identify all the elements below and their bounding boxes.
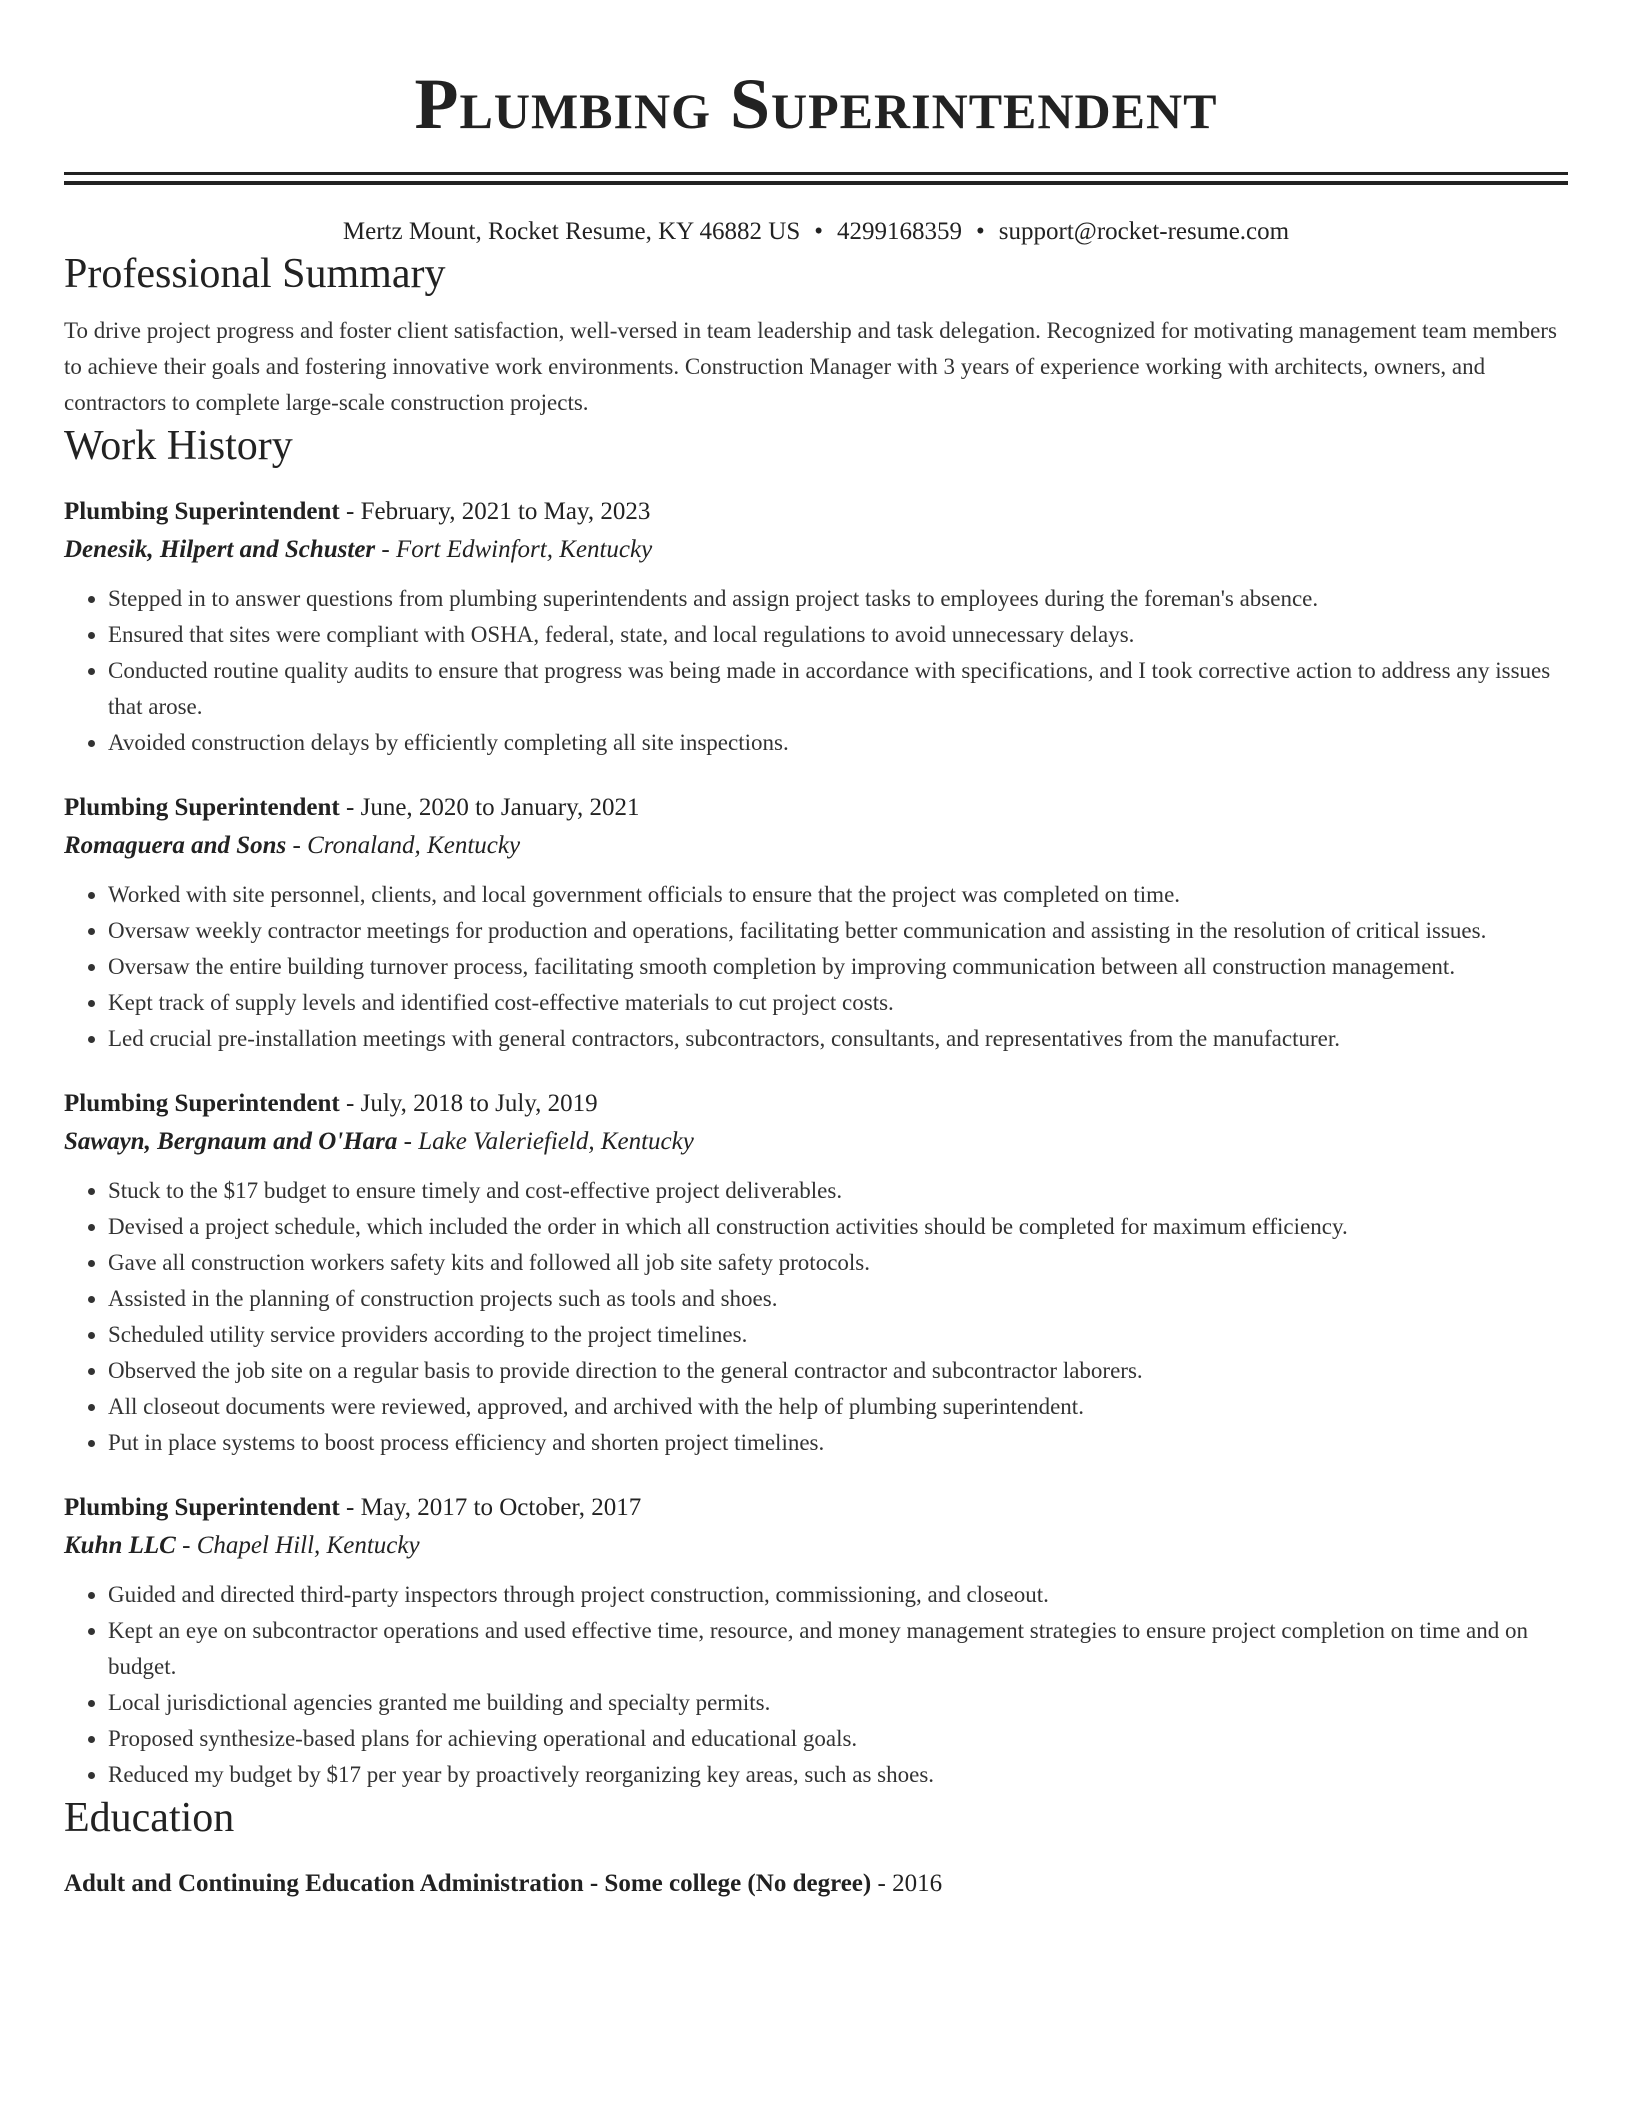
title-divider-bottom xyxy=(64,181,1568,185)
job-company-line: Romaguera and Sons - Cronaland, Kentucky xyxy=(64,832,521,859)
job-bullet: • Observed the job site on a regular basis to provide direction to the general contractor and subcontractor laborers. xyxy=(108,1353,1568,1389)
job-location: Chapel Hill, Kentucky xyxy=(196,1532,420,1559)
job-dates: May, 2017 to October, 2017 xyxy=(360,1494,642,1521)
job-bullets xyxy=(64,581,1568,761)
contact-line xyxy=(64,215,1568,249)
job-bullet: • Local jurisdictional agencies granted me building and specialty permits. xyxy=(108,1685,1568,1721)
job-bullet: • Kept track of supply levels and identified cost-effective materials to cut project costs. xyxy=(108,985,1568,1021)
job-company-line: Denesik, Hilpert and Schuster - Fort Edwinfort, Kentucky xyxy=(64,536,653,563)
resume-page xyxy=(64,0,1568,1903)
job-bullet: • Scheduled utility service providers according to the project timelines. xyxy=(108,1317,1568,1353)
job-bullet: • Worked with site personnel, clients, and local government officials to ensure that the project was completed on time. xyxy=(108,877,1568,913)
summary-text: To drive project progress and foster client satisfaction, well-versed in team leadership and task delegation. Recognized for motivating management team members to achieve their goals and fostering innovative work environments. Construction Manager with 3 years of experience working with architects, owners, and contractors to complete large-scale construction projects. xyxy=(64,318,1557,415)
job-company: Denesik, Hilpert and Schuster xyxy=(64,536,376,563)
job-bullet: • Put in place systems to boost process efficiency and shorten project timelines. xyxy=(108,1425,1568,1461)
job-location: Fort Edwinfort, Kentucky xyxy=(395,536,653,563)
job-dates: June, 2020 to January, 2021 xyxy=(360,794,640,821)
education-year: 2016 xyxy=(892,1870,943,1897)
contact-email: support@rocket-resume.com xyxy=(998,218,1290,245)
job-role: Plumbing Superintendent xyxy=(64,794,340,821)
job-company: Romaguera and Sons xyxy=(64,832,287,859)
job-bullet: • Proposed synthesize-based plans for achieving operational and educational goals. xyxy=(108,1721,1568,1757)
job-title-line: Plumbing Superintendent - June, 2020 to January, 2021 xyxy=(64,794,640,821)
contact-separator: • xyxy=(976,218,985,245)
job-dates: July, 2018 to July, 2019 xyxy=(360,1090,598,1117)
education-heading: Education xyxy=(64,1795,235,1841)
work-history-heading: Work History xyxy=(64,423,293,469)
resume-title: Plumbing Superintendent xyxy=(414,64,1218,144)
job-company-line: Sawayn, Bergnaum and O'Hara - Lake Valeriefield, Kentucky xyxy=(64,1128,694,1155)
job-bullet: • Reduced my budget by $17 per year by proactively reorganizing key areas, such as shoes. xyxy=(108,1757,1568,1793)
job-title-line: Plumbing Superintendent - February, 2021 to May, 2023 xyxy=(64,498,651,525)
job-bullet: • Conducted routine quality audits to ensure that progress was being made in accordance with specifications, and I took corrective action to address any issues that arose. xyxy=(108,653,1568,725)
summary-heading: Professional Summary xyxy=(64,251,446,297)
job-bullet: • Devised a project schedule, which included the order in which all construction activities should be completed for maximum efficiency. xyxy=(108,1209,1568,1245)
job-dates: February, 2021 to May, 2023 xyxy=(360,498,651,525)
job-bullets xyxy=(64,1173,1568,1461)
job-role: Plumbing Superintendent xyxy=(64,498,340,525)
contact-phone: 4299168359 xyxy=(837,218,963,245)
job-bullet: • Avoided construction delays by efficiently completing all site inspections. xyxy=(108,725,1568,761)
job-entry xyxy=(64,1085,1568,1461)
job-bullet: • Kept an eye on subcontractor operations and used effective time, resource, and money management strategies to ensure project completion on time and on budget. xyxy=(108,1613,1568,1685)
job-title-line: Plumbing Superintendent - July, 2018 to July, 2019 xyxy=(64,1090,598,1117)
job-bullet: • Gave all construction workers safety kits and followed all job site safety protocols. xyxy=(108,1245,1568,1281)
job-bullet: • Led crucial pre-installation meetings with general contractors, subcontractors, consultants, and representatives from the manufacturer. xyxy=(108,1021,1568,1057)
education-entry: Adult and Continuing Education Administration - Some college (No degree) - 2016 xyxy=(64,1870,943,1897)
job-bullet: • Stuck to the $17 budget to ensure timely and cost-effective project deliverables. xyxy=(108,1173,1568,1209)
job-bullet: • Guided and directed third-party inspectors through project construction, commissioning, and closeout. xyxy=(108,1577,1568,1613)
job-role: Plumbing Superintendent xyxy=(64,1494,340,1521)
job-location: Lake Valeriefield, Kentucky xyxy=(418,1128,694,1155)
job-company: Kuhn LLC xyxy=(64,1532,176,1559)
contact-address: Mertz Mount, Rocket Resume, KY 46882 US xyxy=(342,218,801,245)
job-bullet: • Ensured that sites were compliant with OSHA, federal, state, and local regulations to avoid unnecessary delays. xyxy=(108,617,1568,653)
job-bullet: • Assisted in the planning of construction projects such as tools and shoes. xyxy=(108,1281,1568,1317)
education-degree: Adult and Continuing Education Administration - Some college (No degree) xyxy=(64,1870,872,1897)
job-title-line: Plumbing Superintendent - May, 2017 to October, 2017 xyxy=(64,1494,642,1521)
job-bullets xyxy=(64,877,1568,1057)
job-company: Sawayn, Bergnaum and O'Hara xyxy=(64,1128,398,1155)
job-entry xyxy=(64,789,1568,1057)
job-entry xyxy=(64,493,1568,761)
job-role: Plumbing Superintendent xyxy=(64,1090,340,1117)
job-bullet: • Oversaw the entire building turnover process, facilitating smooth completion by improving communication between all construction management. xyxy=(108,949,1568,985)
title-divider-top xyxy=(64,172,1568,175)
job-bullet: • All closeout documents were reviewed, approved, and archived with the help of plumbing superintendent. xyxy=(108,1389,1568,1425)
job-bullet: • Oversaw weekly contractor meetings for production and operations, facilitating better communication and assisting in the resolution of critical issues. xyxy=(108,913,1568,949)
job-bullet: • Stepped in to answer questions from plumbing superintendents and assign project tasks to employees during the foreman's absence. xyxy=(108,581,1568,617)
job-company-line: Kuhn LLC - Chapel Hill, Kentucky xyxy=(64,1532,420,1559)
job-location: Cronaland, Kentucky xyxy=(307,832,521,859)
job-entry xyxy=(64,1489,1568,1793)
contact-separator: • xyxy=(814,218,824,245)
job-bullets xyxy=(64,1577,1568,1793)
